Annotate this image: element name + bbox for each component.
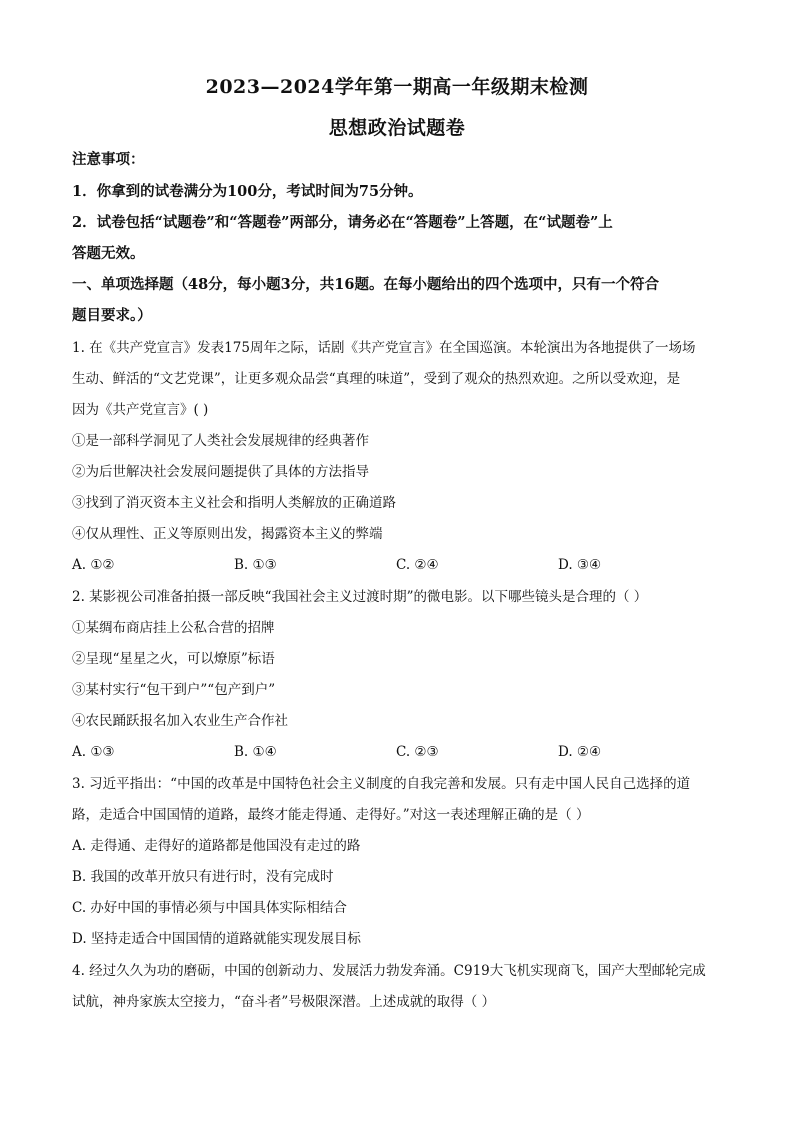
q4-stem-line-2: 试航，神舟家族太空接力，“奋斗者”号极限深潜。上述成就的取得（ ）: [72, 994, 496, 1010]
q1-stem-line-1: 1. 在《共产党宣言》发表175周年之际，话剧《共产党宣言》在全国巡演。本轮演出为各地提供了一场场: [72, 340, 696, 356]
q1-options: [72, 555, 724, 575]
q1-stem-line-2: 生动、鲜活的“文艺党课”，让更多观众品尝“真理的味道”，受到了观众的热烈欢迎。之所以受欢迎，是: [72, 371, 681, 387]
q3-stem-line-2: 路，走适合中国国情的道路，最终才能走得通、走得好。”对这一表述理解正确的是（ ）: [72, 807, 590, 823]
q3-option-a[interactable]: A. 走得通、走得好的道路都是他国没有走过的路: [72, 838, 361, 854]
q1-stem-line-3: 因为《共产党宣言》( ): [72, 402, 209, 418]
q1-option-d[interactable]: D. ③④: [558, 557, 602, 573]
q2-stem-line-1: 2. 某影视公司准备拍摄一部反映“我国社会主义过渡时期”的微电影。以下哪些镜头是合理的（ ）: [72, 589, 648, 605]
section-heading-line-2: 题目要求。）: [72, 307, 152, 324]
notice-heading: 注意事项：: [72, 151, 145, 168]
exam-title: 2023—2024学年第一期高一年级期末检测: [205, 76, 589, 98]
q4-stem-line-1: 4. 经过久久为功的磨砺，中国的创新动力、发展活力勃发奔涌。C919大飞机实现商飞，国产大型邮轮完成: [72, 963, 706, 979]
q1-statement-4: ④仅从理性、正义等原则出发，揭露资本主义的弊端: [72, 526, 383, 542]
q1-statement-1: ①是一部科学洞见了人类社会发展规律的经典著作: [72, 433, 369, 449]
q1-option-b[interactable]: B. ①③: [234, 557, 277, 573]
q1-option-c[interactable]: C. ②④: [396, 557, 439, 573]
q2-options: [72, 742, 724, 762]
exam-subtitle: 思想政治试题卷: [328, 117, 466, 139]
q1-statement-2: ②为后世解决社会发展问题提供了具体的方法指导: [72, 464, 369, 480]
q2-option-c[interactable]: C. ②③: [396, 744, 439, 760]
section-heading-line-1: 一、单项选择题（48分，每小题3分，共16题。在每小题给出的四个选项中，只有一个符合: [72, 276, 659, 293]
q2-statement-4: ④农民踊跃报名加入农业生产合作社: [72, 713, 288, 729]
q3-option-c[interactable]: C. 办好中国的事情必须与中国具体实际相结合: [72, 900, 347, 916]
q1-statement-3: ③找到了消灭资本主义社会和指明人类解放的正确道路: [72, 495, 396, 511]
notice-item-2-line-1: 2．试卷包括“试题卷”和“答题卷”两部分，请务必在“答题卷”上答题，在“试题卷”上: [72, 214, 613, 231]
q2-statement-1: ①某绸布商店挂上公私合营的招牌: [72, 620, 275, 636]
q3-option-b[interactable]: B. 我国的改革开放只有进行时，没有完成时: [72, 869, 334, 885]
notice-item-1: 1．你拿到的试卷满分为100分，考试时间为75分钟。: [72, 183, 423, 200]
q3-stem-line-1: 3. 习近平指出：“中国的改革是中国特色社会主义制度的自我完善和发展。只有走中国人民自己选择的道: [72, 776, 691, 792]
q2-option-d[interactable]: D. ②④: [558, 744, 602, 760]
q2-statement-3: ③某村实行“包干到户”“包产到户”: [72, 682, 276, 698]
q1-option-a[interactable]: A. ①②: [72, 557, 115, 573]
q2-option-a[interactable]: A. ①③: [72, 744, 115, 760]
notice-item-2-line-2: 答题无效。: [72, 245, 145, 262]
q2-option-b[interactable]: B. ①④: [234, 744, 277, 760]
q2-statement-2: ②呈现“星星之火，可以燎原”标语: [72, 651, 275, 667]
q3-option-d[interactable]: D. 坚持走适合中国国情的道路就能实现发展目标: [72, 931, 361, 947]
